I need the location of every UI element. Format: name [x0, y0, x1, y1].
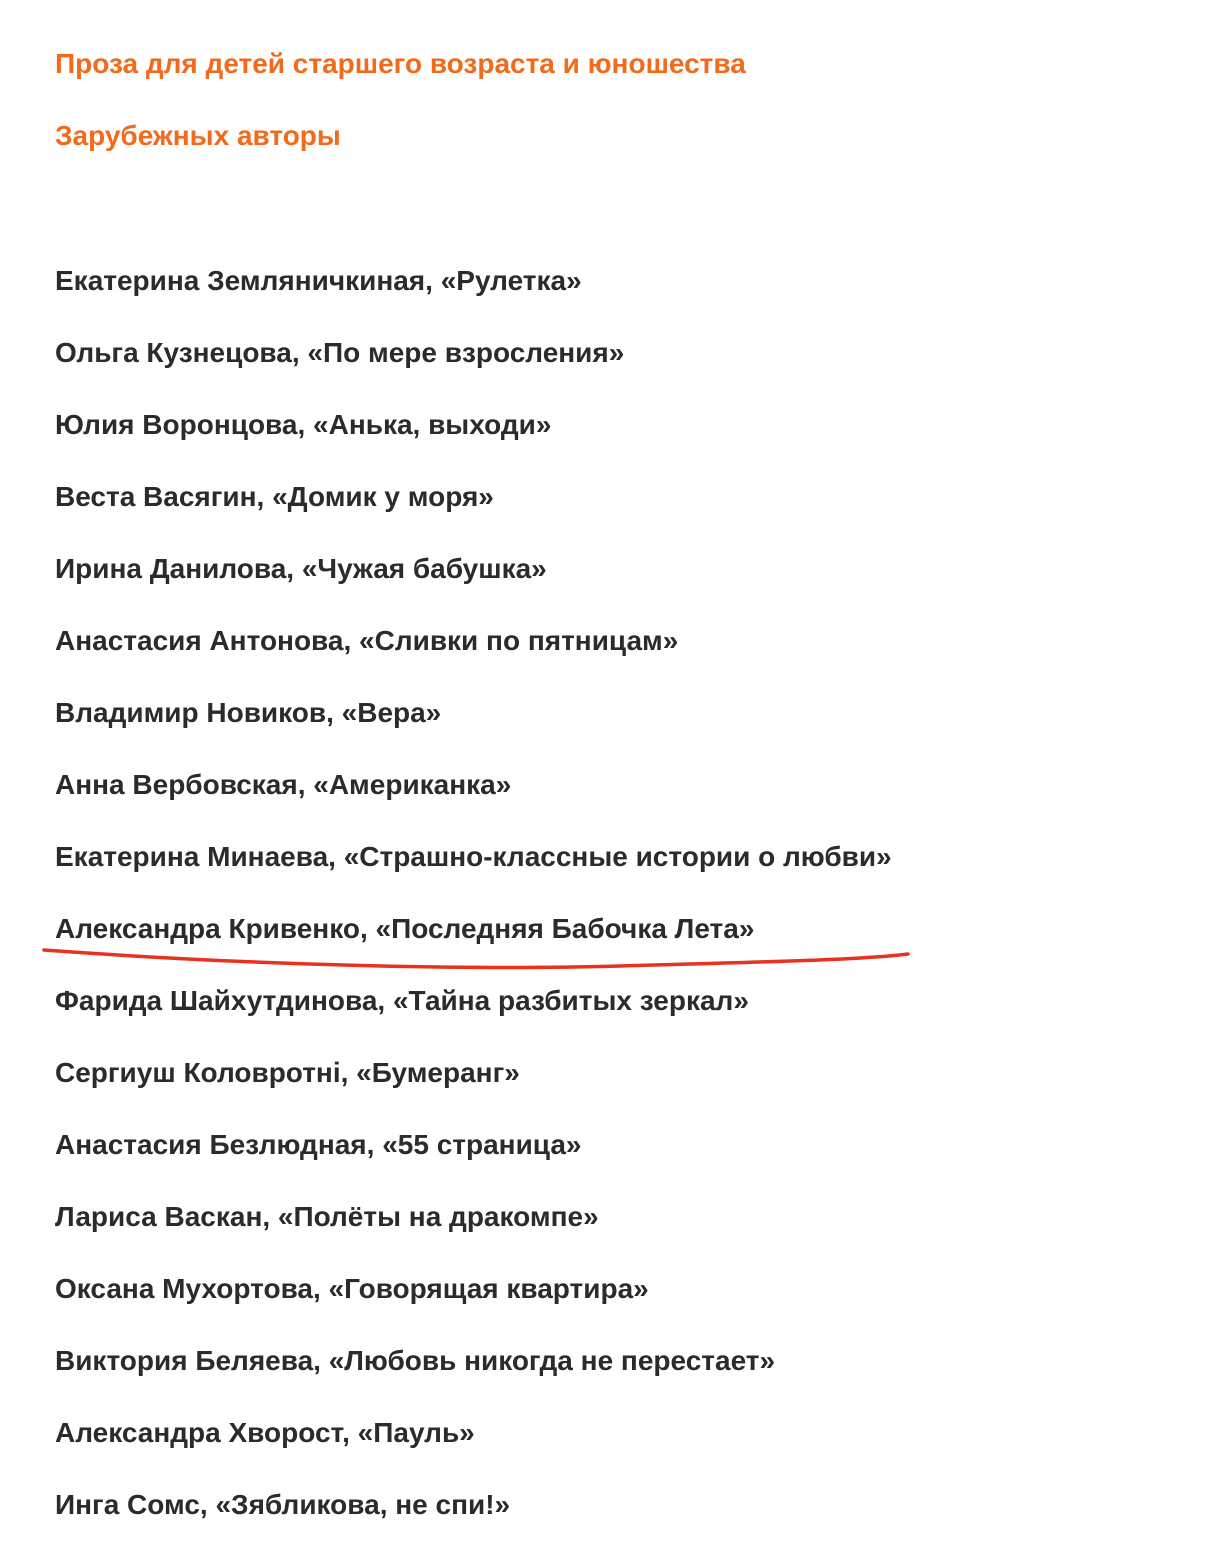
- entry-list: [55, 264, 892, 1560]
- list-item: Юлия Воронцова, «Анька, выходи»: [55, 409, 552, 440]
- list-item: Анастасия Антонова, «Сливки по пятницам»: [55, 625, 679, 656]
- list-item: Лариса Васкан, «Полёты на дракомпе»: [55, 1201, 599, 1232]
- list-item: Анастасия Безлюдная, «55 страница»: [55, 1129, 582, 1160]
- list-item: Екатерина Земляничкиная, «Рулетка»: [55, 265, 582, 296]
- subsection-heading: Зарубежных авторы: [55, 120, 341, 151]
- section-heading: Проза для детей старшего возраста и юношества: [55, 48, 746, 79]
- list-item: Анна Вербовская, «Американка»: [55, 769, 512, 800]
- list-item: Ирина Данилова, «Чужая бабушка»: [55, 553, 547, 584]
- list-item: Фарида Шайхутдинова, «Тайна разбитых зеркал»: [55, 985, 749, 1016]
- list-item: Оксана Мухортова, «Говорящая квартира»: [55, 1273, 649, 1304]
- list-item: Александра Хворост, «Пауль»: [55, 1417, 475, 1448]
- highlighted-list-item: Александра Кривенко, «Последняя Бабочка Лета»: [55, 913, 755, 944]
- list-item: Ольга Кузнецова, «По мере взросления»: [55, 337, 625, 368]
- list-item: Владимир Новиков, «Вера»: [55, 697, 442, 728]
- list-item: Веста Васягин, «Домик у моря»: [55, 481, 494, 512]
- list-item: Сергиуш Коловротні, «Бумеранг»: [55, 1057, 520, 1088]
- list-item: Инга Сомс, «Зябликова, не спи!»: [55, 1489, 511, 1520]
- list-item: Виктория Беляева, «Любовь никогда не перестает»: [55, 1345, 776, 1376]
- list-item: Екатерина Минаева, «Страшно-классные истории о любви»: [55, 841, 892, 872]
